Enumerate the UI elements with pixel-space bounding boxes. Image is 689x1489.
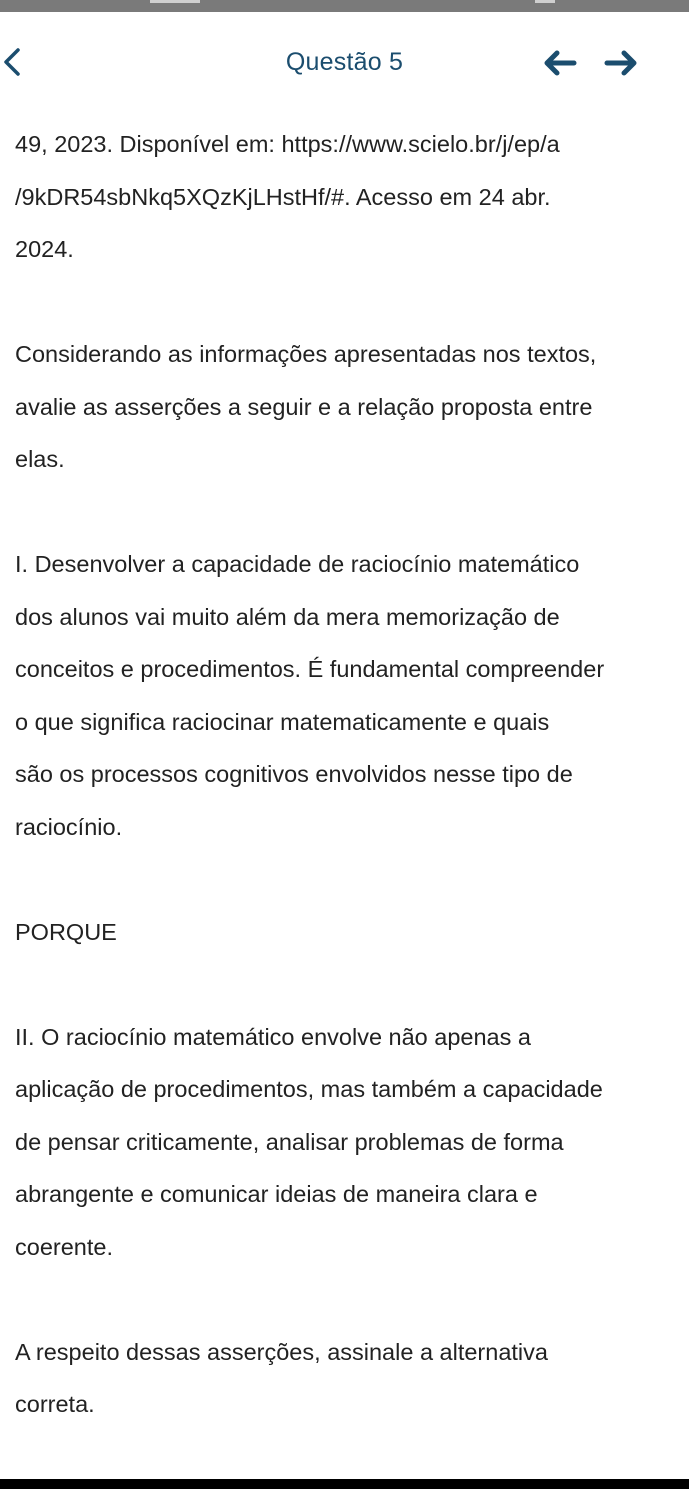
text-line: são os processos cognitivos envolvidos nesse tipo de xyxy=(15,761,573,787)
assertion-1 xyxy=(15,538,675,853)
text-line: de pensar criticamente, analisar problemas de forma xyxy=(15,1128,564,1155)
text-line: coerente. xyxy=(15,1233,113,1260)
spacer xyxy=(15,853,675,906)
spacer xyxy=(15,1273,675,1326)
instruction-text xyxy=(15,1326,675,1431)
text-line: elas. xyxy=(15,446,65,472)
bottom-bar xyxy=(0,1479,689,1489)
connector-text: PORQUE xyxy=(15,918,117,945)
text-line: correta. xyxy=(15,1391,95,1417)
text-line: o que significa raciocinar matematicamente e quais xyxy=(15,708,550,735)
assertion-2 xyxy=(15,1011,675,1274)
prompt-text xyxy=(15,328,675,486)
text-line: raciocínio. xyxy=(15,813,123,840)
status-indicator xyxy=(535,0,555,3)
next-question-button[interactable] xyxy=(601,48,641,78)
arrow-left-icon xyxy=(540,48,580,78)
text-line: /9kDR54sbNkq5XQzKjLHstHf/#. Acesso em 24 abr. xyxy=(15,183,551,210)
status-strip xyxy=(0,0,689,12)
page-title: Questão 5 xyxy=(285,48,404,76)
text-line: abrangente e comunicar ideias de maneira clara e xyxy=(15,1181,538,1207)
reference-text xyxy=(15,118,675,276)
text-line: Considerando as informações apresentadas nos textos, xyxy=(15,341,597,367)
arrow-right-icon xyxy=(601,48,641,78)
text-line: A respeito dessas asserções, assinale a alternativa xyxy=(15,1338,548,1365)
spacer xyxy=(15,486,675,539)
spacer xyxy=(15,958,675,1011)
text-line: I. Desenvolver a capacidade de raciocínio matemático xyxy=(15,551,580,577)
previous-question-button[interactable] xyxy=(540,48,580,78)
text-line: 2024. xyxy=(15,236,74,262)
question-body xyxy=(15,118,675,1431)
text-line: conceitos e procedimentos. É fundamental compreender xyxy=(15,656,605,682)
text-line: dos alunos vai muito além da mera memorização de xyxy=(15,603,560,630)
text-line: 49, 2023. Disponível em: https://www.scielo.br/j/ep/a xyxy=(15,131,560,157)
text-line: aplicação de procedimentos, mas também a capacidade xyxy=(15,1076,603,1102)
text-line: II. O raciocínio matemático envolve não apenas a xyxy=(15,1023,531,1050)
spacer xyxy=(15,276,675,329)
status-indicator xyxy=(150,0,200,3)
question-header xyxy=(0,12,689,112)
text-line: avalie as asserções a seguir e a relação proposta entre xyxy=(15,393,593,420)
